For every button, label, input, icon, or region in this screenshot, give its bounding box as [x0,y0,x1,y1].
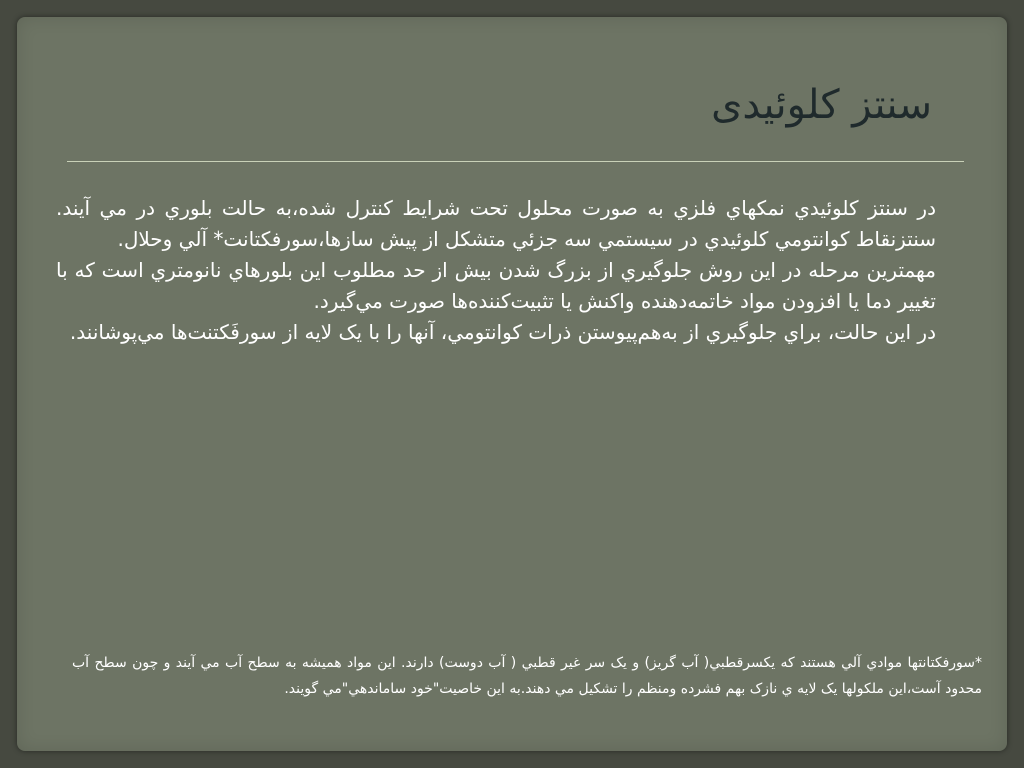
paragraph-1: در سنتز کلوئيدي نمکهاي فلزي به صورت محلول تحت شرايط کنترل شده،به حالت بلوري در مي آيند. سنتزنقاط کوانتومي کلوئيدي در سيستمي سه جزئي متشکل از پيش سازها،سورفکتانت* آلي وحلال. [56,196,936,251]
footnote: *سورفکتانتها موادي آلي هستند که يکسرقطبي( آب گريز) و يک سر غير قطبي ( آب دوست) دارند. اين مواد هميشه به سطح آب مي آيند و چون سطح آب محدود آست،اين ملکولها يک لايه ي نازک بهم فشرده ومنظم را تشکيل مي دهند.به اين خاصيت"خود ساماندهي"مي گويند. [72,655,982,697]
title-divider [67,161,964,162]
paragraph-3: در اين حالت، براي جلوگيري از به‌هم‌پيوستن ذرات کوانتومي، آنها را با يک لايه از سورفَکتنت‌ها مي‌پوشانند. [69,320,936,344]
body-text [56,193,936,348]
slide-title: سنتز کلوئیدی [711,82,932,128]
paragraph-2: مهمترين مرحله در اين روش جلوگيري از بزرگ شدن بيش از حد مطلوب اين بلورهاي نانومتري است که با تغيير دما يا افزودن مواد خاتمه‌دهنده واکنش يا تثبيت‌کننده‌ها صورت مي‌گيرد. [56,258,936,313]
